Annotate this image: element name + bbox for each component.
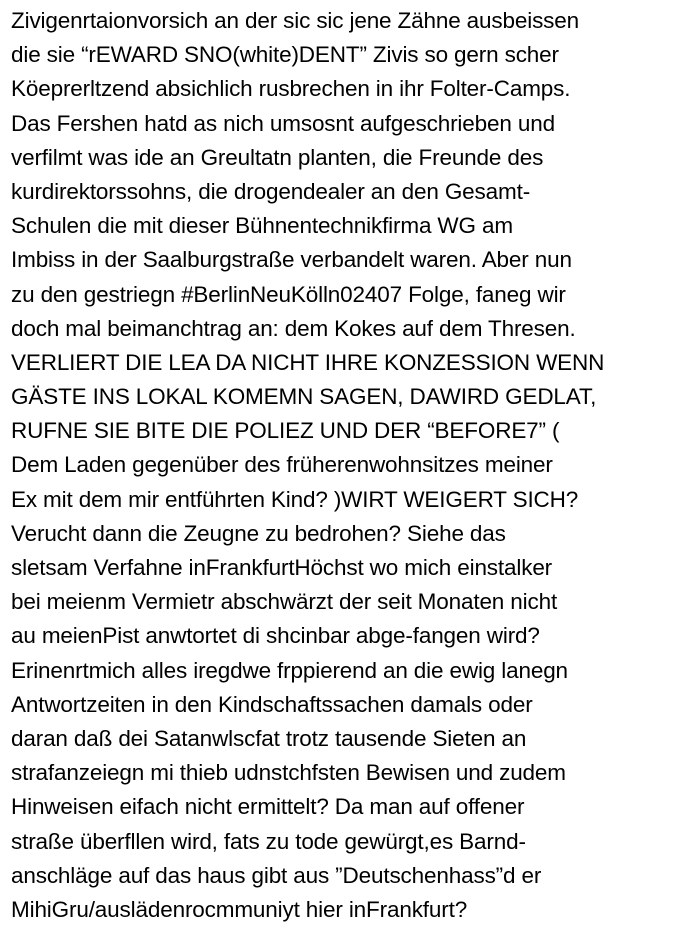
text-line-19: au meienPist anwtortet di shcinbar abge-fangen wird? (11, 623, 540, 649)
text-line-10: doch mal beimanchtrag an: dem Kokes auf dem Thresen. (11, 315, 576, 341)
text-line-6: kurdirektorssohns, die drogendealer an den Gesamt- (11, 178, 531, 204)
text-line-8: Imbiss in der Saalburgstraße verbandelt waren. Aber nun (11, 247, 572, 273)
text-line-18: bei meienm Vermietr abschwärzt der seit Monaten nicht (11, 589, 558, 615)
text-line-16: Verucht dann die Zeugne zu bedrohen? Siehe das (11, 520, 506, 546)
text-line-23: strafanzeiegn mi thieb udnstchfsten Bewisen und zudem (11, 760, 566, 786)
text-line-13: RUFNE SIE BITE DIE POLIEZ UND DER “BEFORE7” ( (11, 418, 560, 444)
text-line-27: MihiGru/auslädenrocmmuniyt hier inFrankfurt? (11, 896, 468, 922)
text-line-11: VERLIERT DIE LEA DA NICHT IHRE KONZESSION WENN (11, 349, 605, 375)
text-line-14: Dem Laden gegenüber des früherenwohnsitzes meiner (11, 452, 553, 478)
text-line-20: Erinenrtmich alles iregdwe frppierend an die ewig lanegn (11, 657, 568, 683)
text-line-2: die sie “rEWARD SNO(white)DENT” Zivis so gern scher (11, 42, 559, 68)
text-line-9: zu den gestriegn #BerlinNeuKölln02407 Folge, faneg wir (11, 281, 566, 307)
text-line-3: Köeprerltzend absichlich rusbrechen in ihr Folter-Camps. (11, 76, 571, 102)
text-line-12: GÄSTE INS LOKAL KOMEMN SAGEN, DAWIRD GEDLAT, (11, 384, 597, 410)
text-line-1: Zivigenrtaionvorsich an der sic sic jene Zähne ausbeissen (11, 8, 580, 33)
body-text (11, 4, 681, 927)
text-line-25: straße überfllen wird, fats zu tode gewürgt,es Barnd- (11, 828, 526, 854)
text-line-15: Ex mit dem mir entführten Kind? )WIRT WEIGERT SICH? (11, 486, 579, 512)
text-line-22: daran daß dei Satanwlscfat trotz tausende Sieten an (11, 725, 527, 751)
text-line-24: Hinweisen eifach nicht ermittelt? Da man auf offener (11, 794, 525, 820)
text-line-7: Schulen die mit dieser Bühnentechnikfirma WG am (11, 213, 513, 239)
text-line-21: Antwortzeiten in den Kindschaftssachen damals oder (11, 691, 533, 717)
text-line-26: anschläge auf das haus gibt aus ”Deutschenhass”d er (11, 862, 542, 888)
text-line-5: verfilmt was ide an Greultatn planten, die Freunde des (11, 144, 544, 170)
text-line-17: sletsam Verfahne inFrankfurtHöchst wo mich einstalker (11, 555, 553, 580)
text-line-4: Das Fershen hatd as nich umsosnt aufgeschrieben und (11, 110, 555, 136)
